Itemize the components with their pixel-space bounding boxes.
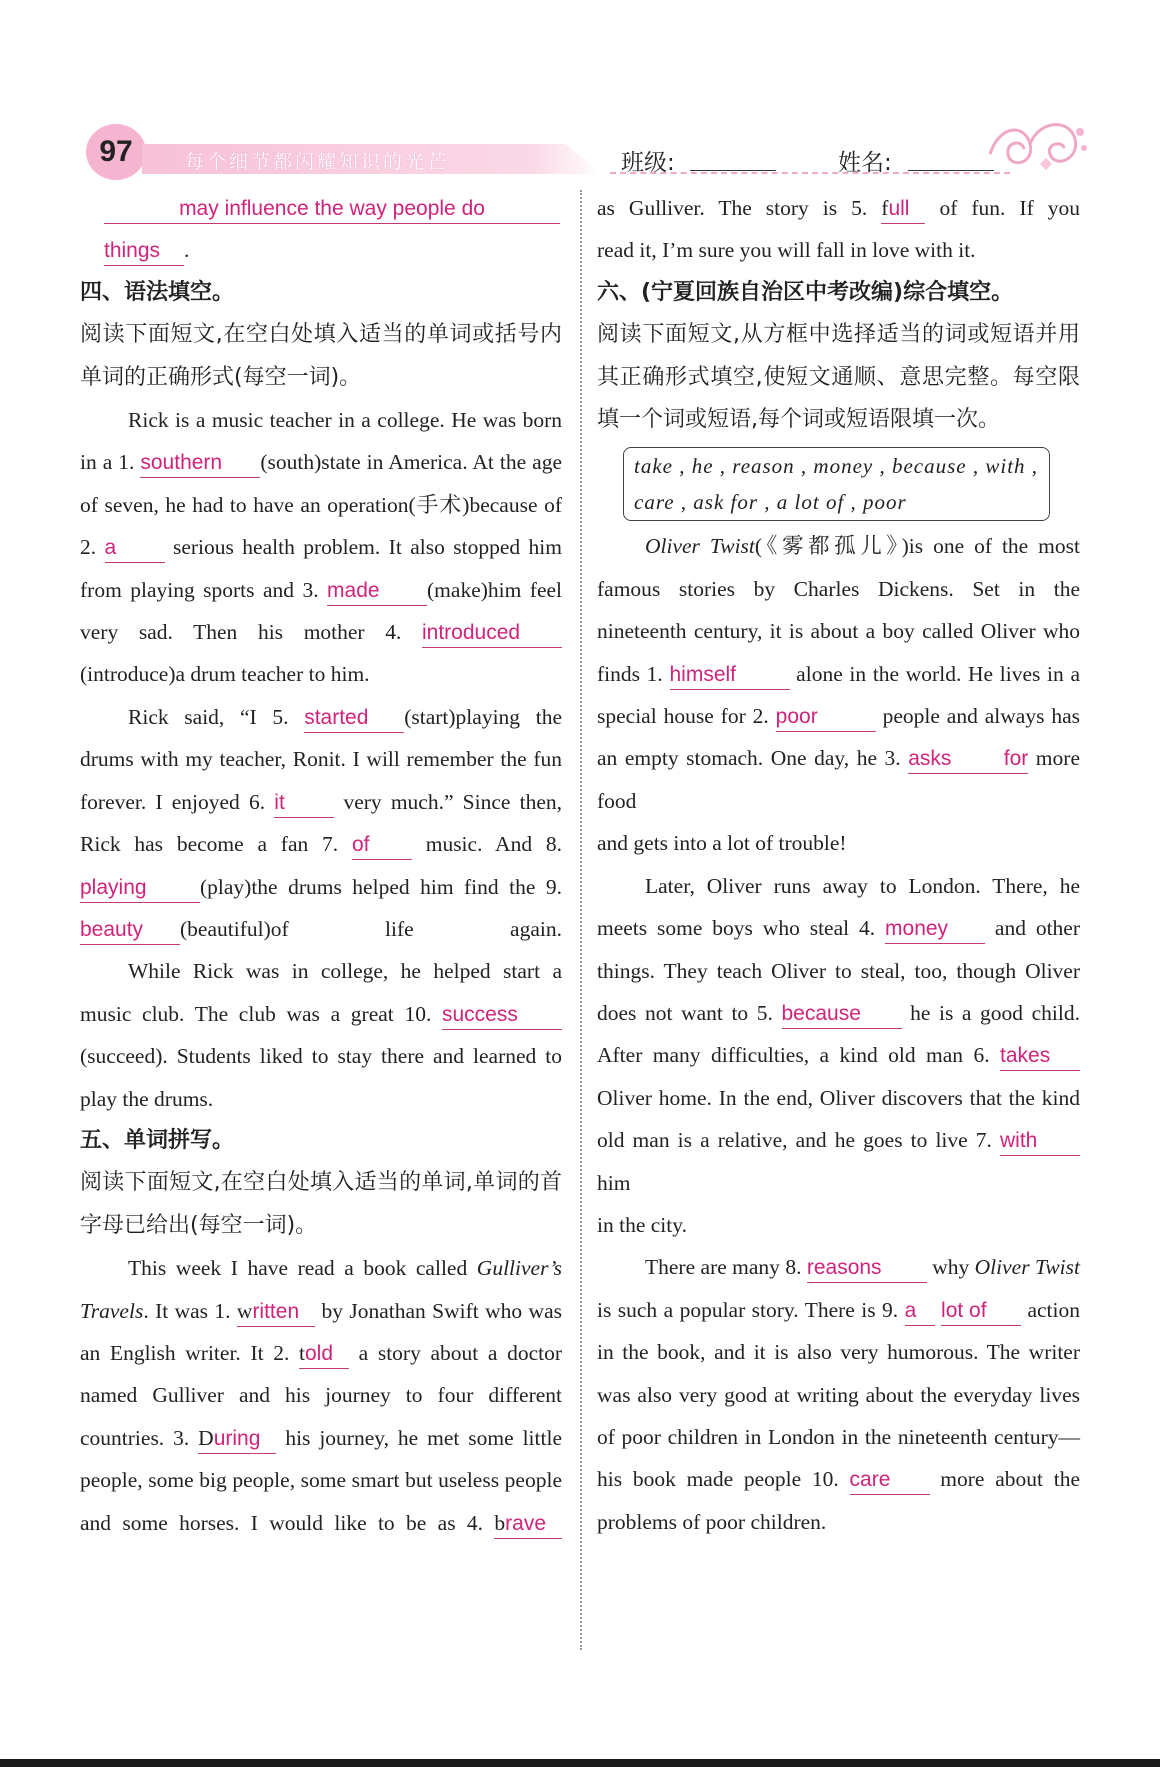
answer-blank-5[interactable]: started xyxy=(304,704,404,733)
answer-text: ull xyxy=(888,197,910,220)
passage-oliver-p2: Later, Oliver runs away to London. There, he meets some boys who steal 4. money and other things. They teach Oliver to steal, too, though Oliver does not want to 5. because he is a good child. After many difficulties, a kind old man 6. takes Oliver home. In the end, Oliver discovers that the kind old man is a relative, and he goes to live 7. with him xyxy=(597,873,1081,1195)
passage-rick-p1: Rick is a music teacher in a college. He was born in a 1. southern (south)state in America. At the age of seven, he had to have an operation(手术)because of 2. a serious health problem. It also stopped him from playing sports and 3. made (make)him feel very sad. Then his mother 4. introduced xyxy=(80,399,562,653)
word-bank-line-2: care , ask for , a lot of , poor xyxy=(634,490,907,515)
answer-blank-9[interactable]: beauty xyxy=(80,916,180,945)
oliver-blank-9b[interactable]: lot of xyxy=(941,1297,1021,1326)
answer-blank[interactable]: may influence the way people do xyxy=(104,195,560,224)
section-5-title: 五、单词拼写。 xyxy=(80,1127,235,1153)
oliver-blank-9a[interactable]: a xyxy=(905,1297,935,1326)
bottom-edge-bar xyxy=(0,1759,1160,1767)
oliver-blank-8[interactable]: reasons xyxy=(807,1254,927,1283)
answer-blank-4[interactable]: introduced xyxy=(422,619,562,648)
oliver-blank-4[interactable]: money xyxy=(885,915,985,944)
section-6-instruction: 阅读下面短文,从方框中选择适当的词或短语并用其正确形式填空,使短文通顺、意思完整。每空限填一个词或短语,每个词或短语限填一次。 xyxy=(597,322,1080,433)
spelling-blank-5[interactable] xyxy=(881,194,925,224)
passage-oliver-p1: Oliver Twist(《雾都孤儿》)is one of the most famous stories by Charles Dickens. Set in the nineteenth century, it is about a boy called Oliver who finds 1. himself alone in the world. He lives in a special house for 2. poor people and always has an empty stomach. One day, he 3. asks for more food xyxy=(597,534,1081,813)
passage-gulliver-p1: This week I have read a book called Gulliver’s Travels. It was 1. written by Jonathan Swift who was an English writer. It 2. told a story about a doctor named Gulliver and his journey to four different countries. 3. During his journey, he met some little people, some big people, some smart but useless people and some horses. I would like to be as 4. brave xyxy=(80,1247,562,1544)
word-bank-box xyxy=(623,447,1050,521)
section-6-title: 六、(宁夏回族自治区中考改编)综合填空。 xyxy=(597,279,1014,305)
right-column xyxy=(597,187,1080,1543)
answer-blank-10[interactable]: success xyxy=(442,1001,562,1030)
answer-text: old xyxy=(304,1341,333,1365)
answer-blank-1[interactable]: southern xyxy=(140,449,260,478)
column-divider xyxy=(580,190,582,1650)
passage-rick-p1-end: (introduce)a drum teacher to him. xyxy=(80,662,370,687)
oliver-blank-2[interactable]: poor xyxy=(776,703,876,732)
given-letter: f xyxy=(881,196,889,220)
oliver-blank-10[interactable]: care xyxy=(850,1466,930,1495)
slogan-text: 每个细节都闪耀知识的光芒 xyxy=(185,151,450,173)
section-5-instruction: 阅读下面短文,在空白处填入适当的单词,单词的首字母已给出(每空一词)。 xyxy=(80,1170,562,1238)
passage-gulliver-p1-last: read it, I’m sure you will fall in love with it. xyxy=(597,238,976,263)
given-letter: b xyxy=(494,1510,506,1535)
oliver-blank-7[interactable]: with xyxy=(1000,1127,1080,1156)
answer-blank-7[interactable]: of xyxy=(352,831,412,860)
passage-rick-p2: Rick said, “I 5. started (start)playing the drums with my teacher, Ronit. I will remember the fun forever. I enjoyed 6. it very much.” Since then, Rick has become a fan 7. of music. And 8. playing (play)the drums helped him find the 9. beauty (beautiful)of life again. xyxy=(80,696,562,950)
section-4-title: 四、语法填空。 xyxy=(80,279,235,305)
given-letter: t xyxy=(298,1340,305,1365)
passage-rick-p3: While Rick was in college, he helped start a music club. The club was a great 10. success(succeed). Students liked to stay there and learned to play the drums. xyxy=(80,959,562,1111)
answer-blank-6[interactable]: it xyxy=(274,789,334,818)
passage-gulliver-p1-end: as Gulliver. The story is 5. full of fun. If you xyxy=(597,187,1080,229)
answer-text: rave xyxy=(505,1511,546,1535)
answer-blank-8[interactable]: playing xyxy=(80,874,200,903)
oliver-blank-5[interactable]: because xyxy=(782,1000,902,1029)
oliver-blank-3[interactable]: asks for xyxy=(908,745,1028,774)
passage-oliver-p2-end: in the city. xyxy=(597,1212,687,1237)
word-bank-line-1: take , he , reason , money , because , with , xyxy=(634,454,1039,479)
passage-oliver-p1-end: and gets into a lot of trouble! xyxy=(597,831,847,856)
floral-ornament-icon xyxy=(980,114,1090,178)
answer-blank-2[interactable]: a xyxy=(105,534,165,563)
spelling-blank-1[interactable] xyxy=(237,1297,315,1327)
spelling-blank-3[interactable] xyxy=(198,1424,276,1454)
oliver-blank-1[interactable]: himself xyxy=(670,661,790,690)
passage-oliver-p3: There are many 8. reasons why Oliver Twist is such a popular story. There is 9. a lot of action in the book, and it is also very humorous. The writer was also very good at writing about the everyday lives of poor children in London in the nineteenth century—his book made people 10. care more about the problems of poor children. xyxy=(597,1255,1080,1534)
answer-text: uring xyxy=(213,1426,261,1450)
page-header xyxy=(80,120,1090,182)
answer-blank[interactable]: things xyxy=(104,237,184,266)
class-label: 班级: xyxy=(621,150,675,176)
oliver-blank-6[interactable]: takes xyxy=(1000,1042,1080,1071)
name-label: 姓名: xyxy=(838,150,892,176)
section-4-instruction: 阅读下面短文,在空白处填入适当的单词或括号内单词的正确形式(每空一词)。 xyxy=(80,322,562,390)
answer-blank-3[interactable]: made xyxy=(327,577,427,606)
previous-answer-line-2: things . xyxy=(80,229,562,271)
given-letter: w xyxy=(236,1298,253,1323)
class-field[interactable] xyxy=(690,170,776,171)
previous-answer-line xyxy=(80,187,562,229)
answer-text: ritten xyxy=(252,1299,300,1323)
spelling-blank-2[interactable] xyxy=(299,1339,349,1369)
page-number: 97 xyxy=(86,124,146,180)
spelling-blank-4[interactable] xyxy=(494,1509,562,1539)
left-column xyxy=(80,187,562,1544)
given-letter: D xyxy=(198,1425,214,1450)
